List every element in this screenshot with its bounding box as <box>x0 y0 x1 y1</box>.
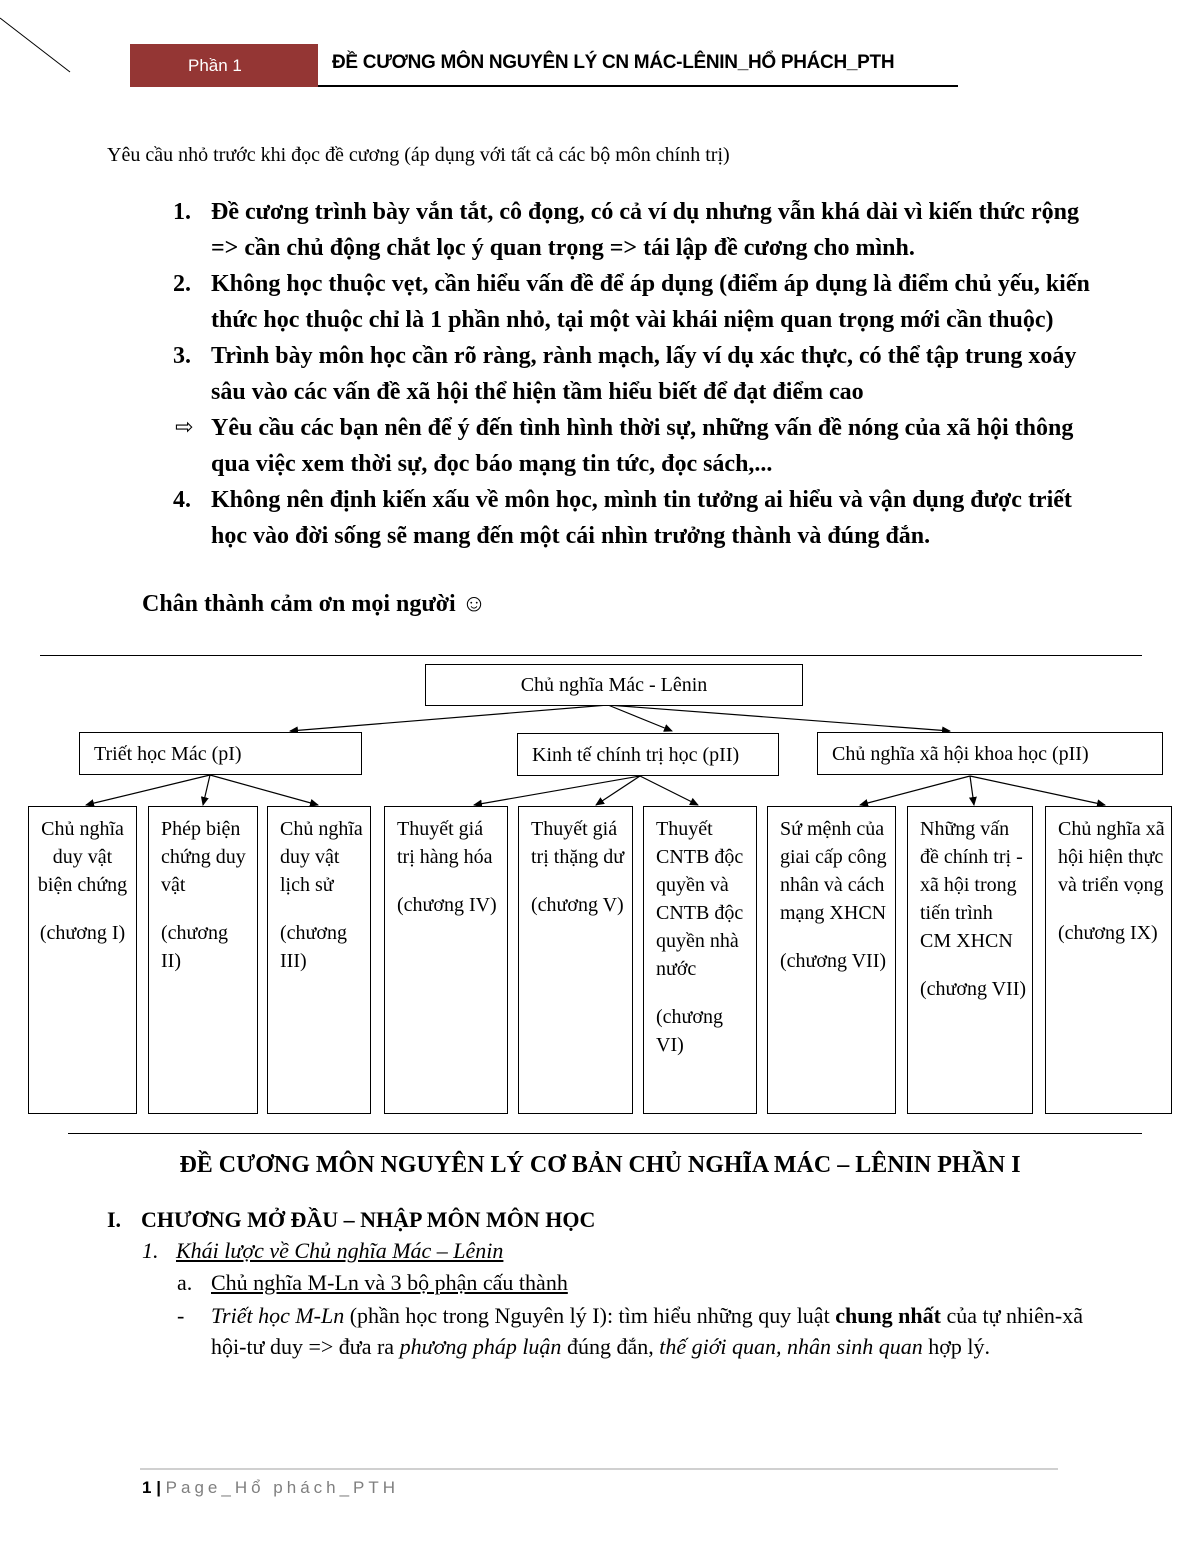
page-footer <box>142 1478 399 1498</box>
connector-arrow <box>970 776 1105 805</box>
leaf-text: Những vấn đề chính trị - xã hội trong tiến trình CM XHCN <box>920 818 1023 952</box>
leaf-text: Chủ nghĩa xã hội hiện thực và triển vọng <box>1058 818 1165 896</box>
rule-text: Đề cương trình bày vắn tắt, cô đọng, có cả ví dụ nhưng vẫn khá dài vì kiến thức rộng => cần chủ động chắt lọc ý quan trọng => tái lập đề cương cho mình. <box>211 199 1079 261</box>
rule-number: 2. <box>173 271 191 297</box>
rule-number: 1. <box>173 199 191 225</box>
bullet-text <box>177 1300 1097 1362</box>
document-title: ĐỀ CƯƠNG MÔN NGUYÊN LÝ CƠ BẢN CHỦ NGHĨA MÁC – LÊNIN PHẦN I <box>179 1152 1021 1178</box>
branch-box-political-economy <box>517 733 779 776</box>
leaf-box <box>518 806 633 1114</box>
connector-arrow <box>86 775 210 805</box>
leaf-chapter: (chương II) <box>161 922 228 972</box>
section-heading <box>107 1207 595 1233</box>
bullet-text-part: đúng đắn, <box>561 1334 660 1359</box>
bullet-text-part: của tự nhiên-xã hội-tư duy => đưa ra <box>211 1303 1084 1359</box>
bullet-text-part: (phần học trong Nguyên lý I): tìm hiểu những quy luật <box>344 1303 836 1328</box>
connector-arrow <box>640 776 698 805</box>
rule-number: 4. <box>173 487 191 513</box>
rule-number: 3. <box>173 343 191 369</box>
diagram-root-label: Chủ nghĩa Mác - Lênin <box>520 674 708 696</box>
leaf-box <box>267 806 371 1114</box>
leaf-text: Chủ nghĩa duy vật biện chứng <box>37 818 128 896</box>
leaf-chapter: (chương III) <box>280 922 347 972</box>
diagram-root-box <box>425 664 803 706</box>
bullet-emphasis: thế giới quan, nhân sinh quan <box>659 1334 923 1359</box>
bullet-emphasis: phương pháp luận <box>399 1334 562 1359</box>
leaf-box <box>907 806 1033 1114</box>
footer-rule <box>140 1468 1058 1470</box>
section-title: CHƯƠNG MỞ ĐẦU – NHẬP MÔN MÔN HỌC <box>141 1207 596 1232</box>
leaf-chapter: (chương IV) <box>397 894 497 916</box>
leaf-text: Chủ nghĩa duy vật lịch sử <box>280 818 363 896</box>
rule-text: Yêu cầu các bạn nên để ý đến tình hình thời sự, những vấn đề nóng của xã hội thông qua việc xem thời sự, đọc báo mạng tin tức, đọc sách,... <box>211 415 1074 477</box>
branch-box-philosophy <box>79 732 362 775</box>
rule-text: Không nên định kiến xấu về môn học, mình tin tưởng ai hiểu và vận dụng được triết học vào đời sống sẽ mang đến một cái nhìn trưởng thành và đúng đắn. <box>211 487 1072 549</box>
header-title: ĐỀ CƯƠNG MÔN NGUYÊN LÝ CN MÁC-LÊNIN_HỔ PHÁCH_PTH <box>332 52 895 73</box>
branch-label: Chủ nghĩa xã hội khoa học (pII) <box>832 742 1089 765</box>
footer-separator: | <box>151 1478 166 1497</box>
rule-text: Không học thuộc vẹt, cần hiểu vấn đề để áp dụng (điểm áp dụng là điểm chủ yếu, kiến thức học thuộc chỉ là 1 phần nhỏ, tại một vài khái niệm quan trọng mới cần thuộc) <box>211 271 1090 333</box>
subsection-title: Khái lược về Chủ nghĩa Mác – Lênin <box>176 1238 504 1263</box>
leaf-chapter: (chương VII) <box>780 950 887 972</box>
page-number: 1 <box>142 1478 152 1497</box>
connector-arrow <box>860 776 970 805</box>
subsection-number: 1. <box>142 1238 159 1263</box>
leaf-text: Thuyết giá trị thặng dư <box>531 818 625 868</box>
branch-label: Triết học Mác (pI) <box>94 742 242 765</box>
leaf-chapter: (chương VII) <box>920 978 1027 1000</box>
branch-box-scientific-socialism <box>817 732 1163 775</box>
leaf-box <box>643 806 757 1114</box>
subsection-heading <box>142 1238 503 1264</box>
dash-bullet: - <box>177 1303 185 1328</box>
leaf-text: Thuyết giá trị hàng hóa <box>397 818 493 868</box>
subsubsection-heading <box>177 1270 568 1296</box>
leaf-text: Phép biện chứng duy vật <box>161 818 246 896</box>
footer-text: Page_Hổ phách_PTH <box>165 1478 400 1497</box>
leaf-chapter: (chương V) <box>531 894 624 916</box>
bullet-term: Triết học M-Ln <box>211 1303 345 1328</box>
connector-arrow <box>970 776 974 805</box>
leaf-box <box>148 806 258 1114</box>
connector-arrow <box>210 775 318 805</box>
leaf-box <box>767 806 896 1114</box>
leaf-box <box>384 806 508 1114</box>
bullet-emphasis: chung nhất <box>835 1303 941 1328</box>
connector-arrow <box>290 705 608 731</box>
leaf-chapter: (chương I) <box>39 922 126 944</box>
leaf-box <box>28 806 137 1114</box>
intro-note: Yêu cầu nhỏ trước khi đọc đề cương (áp dụng với tất cả các bộ môn chính trị) <box>107 144 730 166</box>
branch-label: Kinh tế chính trị học (pII) <box>532 743 740 766</box>
connector-arrow <box>203 775 210 805</box>
bullet-text-part: hợp lý. <box>922 1334 990 1359</box>
connector-arrow <box>474 776 640 805</box>
leaf-chapter: (chương VI) <box>656 1006 723 1056</box>
connector-arrow <box>608 705 950 731</box>
divider-bottom <box>68 1133 1142 1134</box>
header-part-label: Phần 1 <box>188 55 242 75</box>
subsubsection-number: a. <box>177 1270 193 1295</box>
thanks-line: Chân thành cảm ơn mọi người ☺ <box>142 591 487 617</box>
leaf-text: Thuyết CNTB độc quyền và CNTB độc quyền nhà nước <box>656 818 744 980</box>
subsubsection-title: Chủ nghĩa M-Ln và 3 bộ phận cấu thành <box>211 1270 568 1295</box>
rule-text: Trình bày môn học cần rõ ràng, rành mạch, lấy ví dụ xác thực, có thể tập trung xoáy sâu vào các vấn đề xã hội thể hiện tầm hiểu biết để đạt điểm cao <box>211 343 1077 405</box>
leaf-chapter: (chương IX) <box>1058 922 1158 944</box>
leaf-text: Sứ mệnh của giai cấp công nhân và cách mạng XHCN <box>780 818 887 924</box>
section-number: I. <box>107 1207 122 1232</box>
leaf-box <box>1045 806 1172 1114</box>
bullet-item <box>177 1300 1097 1362</box>
arrow-bullet-icon: ⇨ <box>175 415 194 440</box>
